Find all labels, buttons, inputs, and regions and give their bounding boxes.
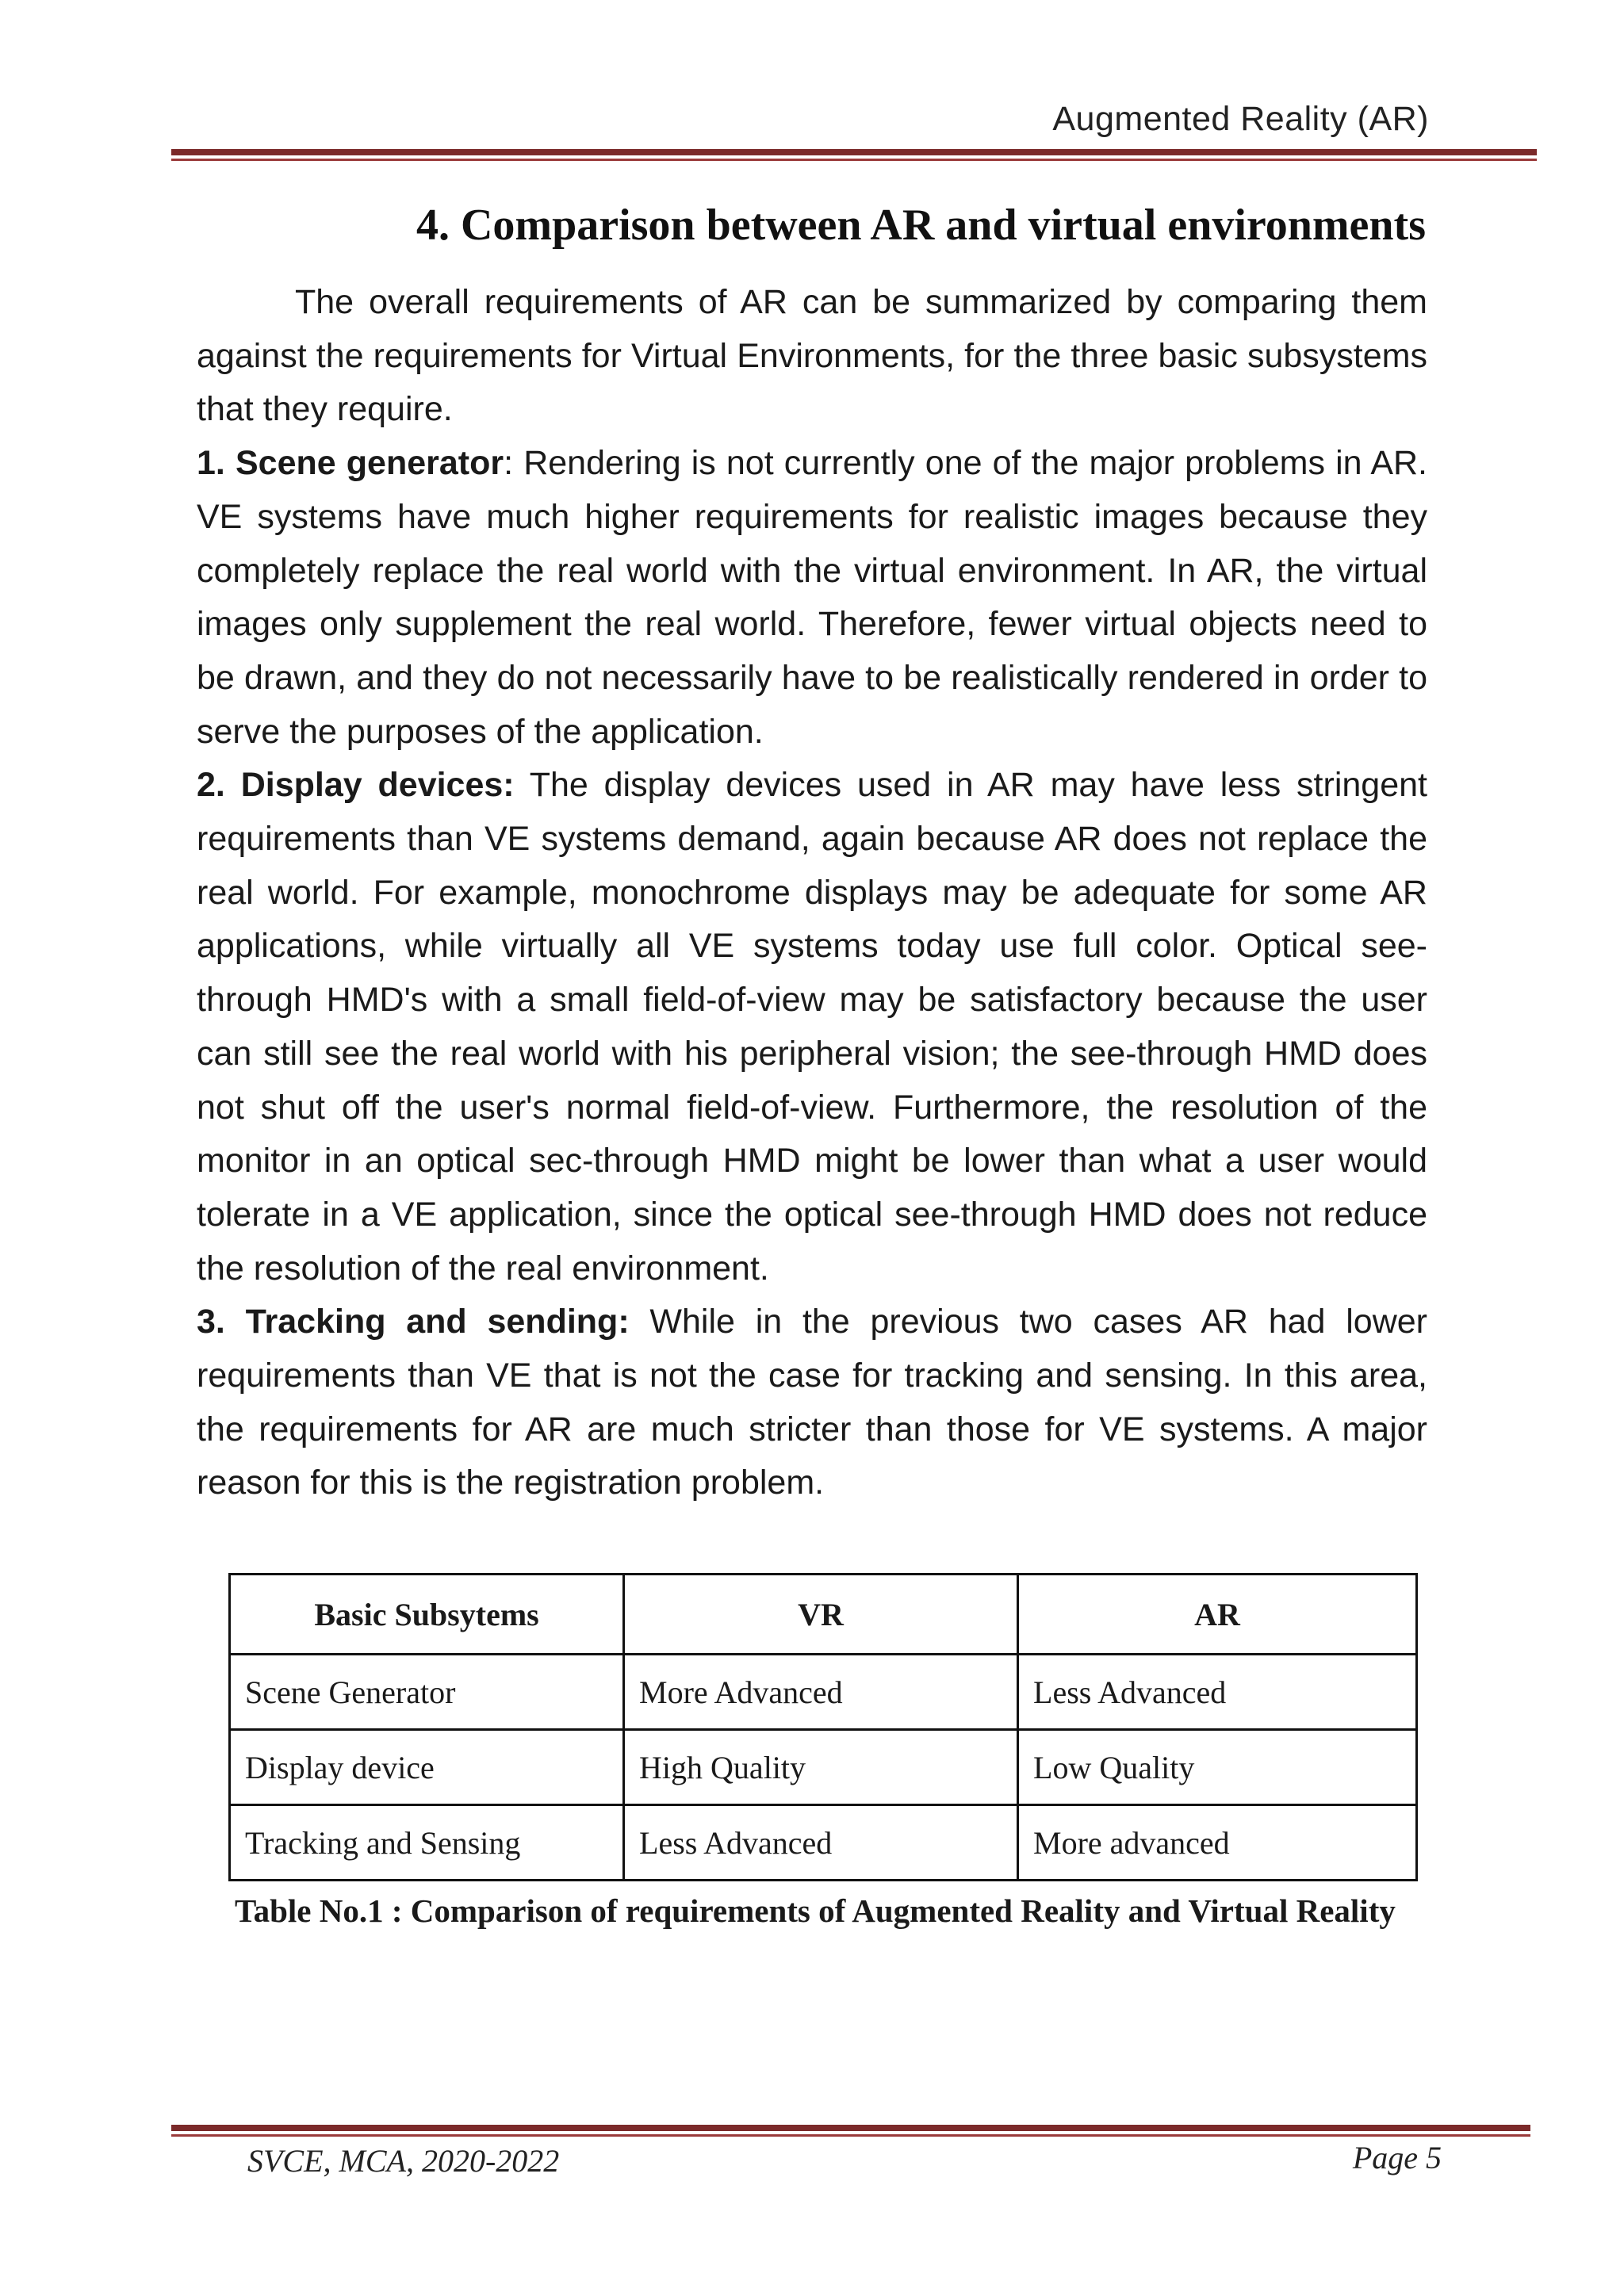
comparison-table — [228, 1573, 1418, 1881]
point-tracking — [197, 1295, 1427, 1510]
header-rule — [171, 149, 1537, 161]
point-heading: 2. Display devices: — [197, 766, 515, 805]
table-cell: Less Advanced — [1018, 1655, 1417, 1730]
point-heading: 3. Tracking and sending: — [197, 1303, 630, 1341]
table-row — [230, 1730, 1417, 1805]
table-cell: More advanced — [1018, 1805, 1417, 1881]
footer-course: SVCE, MCA, 2020-2022 — [247, 2143, 560, 2179]
point-text: Rendering is not currently one of the major problems in AR. VE systems have much higher requirements for realistic images because they completely replace the real world with the virtual environment. In AR, the virtual images only supplement the real world. Therefore, fewer virtual objects need to be drawn, and they do not necessarily have to be realistically rendered in order to serve the purposes of the application. — [197, 444, 1427, 751]
column-header: AR — [1018, 1575, 1417, 1655]
intro-paragraph: The overall requirements of AR can be summarized by comparing them against the requirements for Virtual Environments, for the three basic subsystems that they require. — [197, 283, 1427, 429]
section-title: 4. Comparison between AR and virtual environments — [416, 201, 1426, 250]
table-cell: Low Quality — [1018, 1730, 1417, 1805]
page-number: Page 5 — [1352, 2140, 1442, 2175]
point-heading: 1. Scene generator — [197, 444, 504, 483]
point-scene-generator — [197, 437, 1427, 759]
table-row — [230, 1805, 1417, 1881]
column-header: Basic Subsytems — [230, 1575, 624, 1655]
table-cell: Tracking and Sensing — [230, 1805, 624, 1881]
point-separator: : — [504, 444, 514, 483]
table-caption: Table No.1 : Comparison of requirements of Augmented Reality and Virtual Reality — [235, 1892, 1396, 1929]
table-cell: Display device — [230, 1730, 624, 1805]
table-cell: Less Advanced — [624, 1805, 1018, 1881]
body-text — [197, 276, 1427, 1510]
footer-rule — [171, 2125, 1530, 2137]
point-text: While in the previous two cases AR had lower requirements than VE that is not the case for tracking and sensing. In this area, the requirements for AR are much stricter than those for VE systems. A major reason for this is the registration problem. — [197, 1303, 1427, 1502]
table-cell: More Advanced — [624, 1655, 1018, 1730]
running-header: Augmented Reality (AR) — [1052, 100, 1429, 138]
table-header-row — [230, 1575, 1417, 1655]
table-cell: Scene Generator — [230, 1655, 624, 1730]
point-display-devices — [197, 759, 1427, 1295]
point-text: The display devices used in AR may have less stringent requirements than VE systems demand, again because AR does not replace the real world. For example, monochrome displays may be adequate for some AR applications, while virtually all VE systems today use full color. Optical see-through HMD's with a small field-of-view may be satisfactory because the user can still see the real world with his peripheral vision; the see-through HMD does not shut off the user's normal field-of-view. Furthermore, the resolution of the monitor in an optical sec-through HMD might be lower than what a user would tolerate in a VE application, since the optical see-through HMD does not reduce the resolution of the real environment. — [197, 766, 1427, 1288]
table-cell: High Quality — [624, 1730, 1018, 1805]
column-header: VR — [624, 1575, 1018, 1655]
table-row — [230, 1655, 1417, 1730]
